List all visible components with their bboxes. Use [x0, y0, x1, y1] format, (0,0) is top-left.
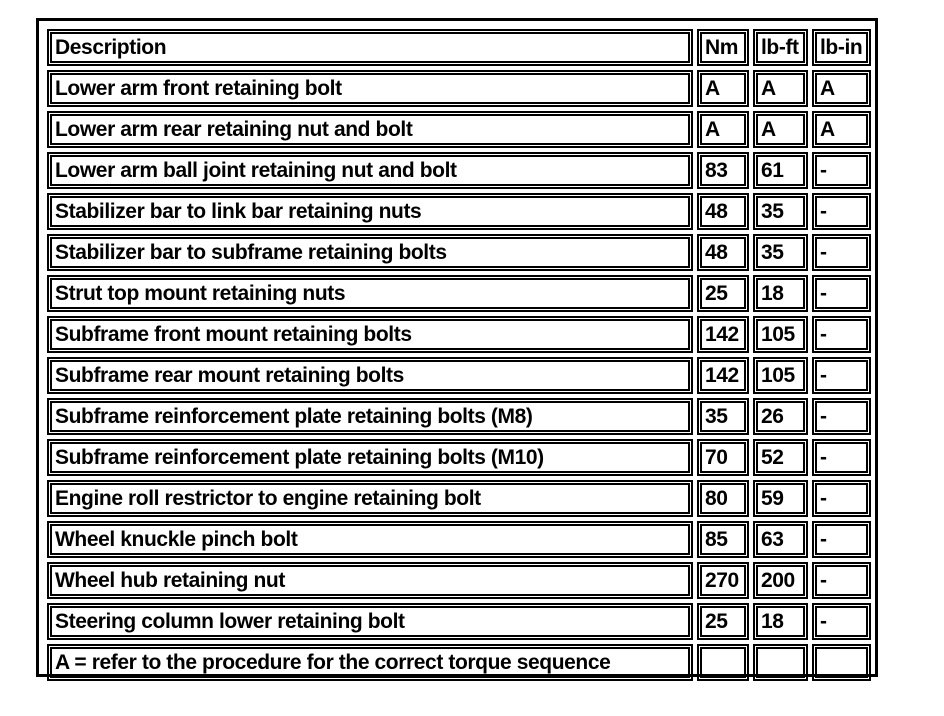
cell-lbft: 63: [753, 521, 808, 558]
cell-lbft: 105: [753, 357, 808, 394]
cell-lbft: 61: [753, 152, 808, 189]
cell-description: Stabilizer bar to link bar retaining nuts: [47, 193, 693, 230]
cell-nm: 70: [697, 439, 749, 476]
header-lbin: lb-in: [812, 29, 871, 66]
table-row: [47, 439, 871, 476]
table-body: [47, 70, 871, 640]
cell-nm: A: [697, 111, 749, 148]
cell-lbin: -: [812, 603, 871, 640]
cell-lbin: -: [812, 398, 871, 435]
table-row: [47, 111, 871, 148]
cell-lbft: 26: [753, 398, 808, 435]
cell-lbin: A: [812, 70, 871, 107]
cell-description: Lower arm front retaining bolt: [47, 70, 693, 107]
cell-lbft: 52: [753, 439, 808, 476]
cell-description: Wheel hub retaining nut: [47, 562, 693, 599]
cell-lbft: A: [753, 70, 808, 107]
cell-lbin: -: [812, 275, 871, 312]
table-row: [47, 70, 871, 107]
cell-lbft: 18: [753, 603, 808, 640]
cell-nm: 85: [697, 521, 749, 558]
cell-nm: 35: [697, 398, 749, 435]
cell-nm: 48: [697, 234, 749, 271]
torque-table-frame: [36, 18, 878, 677]
cell-lbin: -: [812, 316, 871, 353]
table-header-row: [47, 29, 871, 66]
cell-nm: 83: [697, 152, 749, 189]
cell-nm: 270: [697, 562, 749, 599]
cell-description: Strut top mount retaining nuts: [47, 275, 693, 312]
cell-nm: A: [697, 70, 749, 107]
cell-nm: 80: [697, 480, 749, 517]
cell-lbin: -: [812, 521, 871, 558]
header-description: Description: [47, 29, 693, 66]
cell-lbft: 35: [753, 193, 808, 230]
cell-lbft: 35: [753, 234, 808, 271]
cell-lbft: A: [753, 111, 808, 148]
table-row: [47, 234, 871, 271]
table-row: [47, 357, 871, 394]
cell-lbft: 18: [753, 275, 808, 312]
table-row: [47, 275, 871, 312]
cell-nm: 25: [697, 603, 749, 640]
footnote-text: A = refer to the procedure for the correct torque sequence: [47, 644, 693, 681]
cell-nm: 48: [697, 193, 749, 230]
cell-lbin: -: [812, 439, 871, 476]
cell-nm: 142: [697, 357, 749, 394]
torque-table: [43, 25, 875, 685]
cell-lbft: 59: [753, 480, 808, 517]
footnote-row: [47, 644, 871, 681]
table-row: [47, 193, 871, 230]
cell-description: Lower arm ball joint retaining nut and bolt: [47, 152, 693, 189]
table-row: [47, 562, 871, 599]
footnote-lbin-cell: [812, 644, 871, 681]
cell-description: Engine roll restrictor to engine retaining bolt: [47, 480, 693, 517]
cell-description: Wheel knuckle pinch bolt: [47, 521, 693, 558]
table-row: [47, 316, 871, 353]
cell-lbin: -: [812, 562, 871, 599]
footnote-lbft-cell: [753, 644, 808, 681]
table-row: [47, 480, 871, 517]
cell-description: Subframe rear mount retaining bolts: [47, 357, 693, 394]
cell-nm: 142: [697, 316, 749, 353]
header-nm: Nm: [697, 29, 749, 66]
cell-description: Stabilizer bar to subframe retaining bolts: [47, 234, 693, 271]
cell-description: Steering column lower retaining bolt: [47, 603, 693, 640]
header-lbft: lb-ft: [753, 29, 808, 66]
cell-lbft: 200: [753, 562, 808, 599]
cell-lbin: -: [812, 193, 871, 230]
cell-lbin: A: [812, 111, 871, 148]
table-row: [47, 521, 871, 558]
table-row: [47, 152, 871, 189]
table-row: [47, 398, 871, 435]
cell-lbin: -: [812, 234, 871, 271]
cell-description: Subframe reinforcement plate retaining bolts (M10): [47, 439, 693, 476]
footnote-nm-cell: [697, 644, 749, 681]
cell-nm: 25: [697, 275, 749, 312]
cell-lbin: -: [812, 152, 871, 189]
cell-description: Lower arm rear retaining nut and bolt: [47, 111, 693, 148]
table-row: [47, 603, 871, 640]
cell-lbft: 105: [753, 316, 808, 353]
cell-description: Subframe front mount retaining bolts: [47, 316, 693, 353]
cell-lbin: -: [812, 480, 871, 517]
cell-description: Subframe reinforcement plate retaining bolts (M8): [47, 398, 693, 435]
cell-lbin: -: [812, 357, 871, 394]
